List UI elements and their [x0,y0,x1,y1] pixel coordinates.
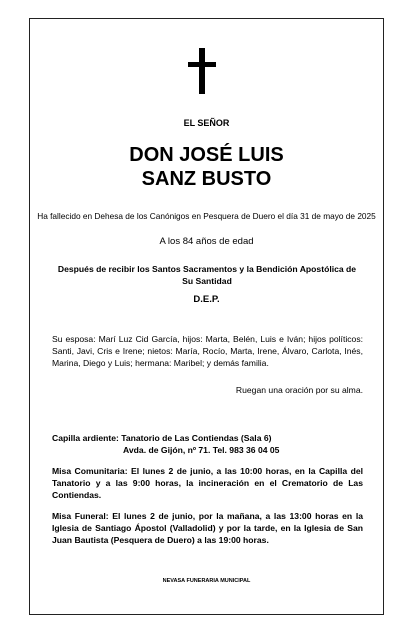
community-mass: Misa Comunitaria: El lunes 2 de junio, a las 10:00 horas, en la Capilla del Tanatorio y a las 9:00 horas, la incineración en el Crematorio de Las Contiendas. [52,466,363,500]
deceased-name [29,143,384,191]
family-text: Su esposa: Marí Luz Cid García, hijos: Marta, Belén, Luis e Iván; hijos políticos: Santi, Javi, Cris e Irene; nietos: María, Rocío, Marta, Irene, Álvaro, Carlota, Inés, Marina, Diego y Luis; hermana: Maribel; y demás familia. [52,334,363,368]
cross-horizontal-bar [188,62,216,67]
sacraments-text [52,263,362,287]
age-text: A los 84 años de edad [159,236,254,247]
deceased-name-line1: DON JOSÉ LUIS [129,144,284,166]
honorific: EL SEÑOR [183,118,230,128]
chapel-info [52,432,279,456]
chapel-line1: Capilla ardiente: Tanatorio de Las Contiendas (Sala 6) [52,433,272,443]
funeral-home-footer: NEVASA FUNERARIA MUNICIPAL [162,578,251,584]
sacraments-line1: Después de recibir los Santos Sacramentos y la Bendición Apostólica de [57,264,357,274]
funeral-mass: Misa Funeral: El lunes 2 de junio, por la mañana, a las 13:00 horas en la Iglesia de Santiago Ápostol (Valladolid) y por la tarde, en la Iglesia de San Juan Bautista (Pesquera de Duero) a las 19:00 horas. [52,511,363,545]
death-notice: Ha fallecido en Dehesa de los Canónigos en Pesquera de Duero el día 31 de mayo de 2025 [37,211,376,221]
deceased-name-line2: SANZ BUSTO [141,168,272,190]
cross-vertical-bar [199,48,205,94]
sacraments-line2: Su Santidad [182,276,232,286]
chapel-line2: Avda. de Gijón, nº 71. Tel. 983 36 04 05 [123,445,280,455]
rip-text: D.E.P. [193,294,220,305]
prayer-request: Ruegan una oración por su alma. [235,385,363,395]
latin-cross-icon [188,48,216,94]
